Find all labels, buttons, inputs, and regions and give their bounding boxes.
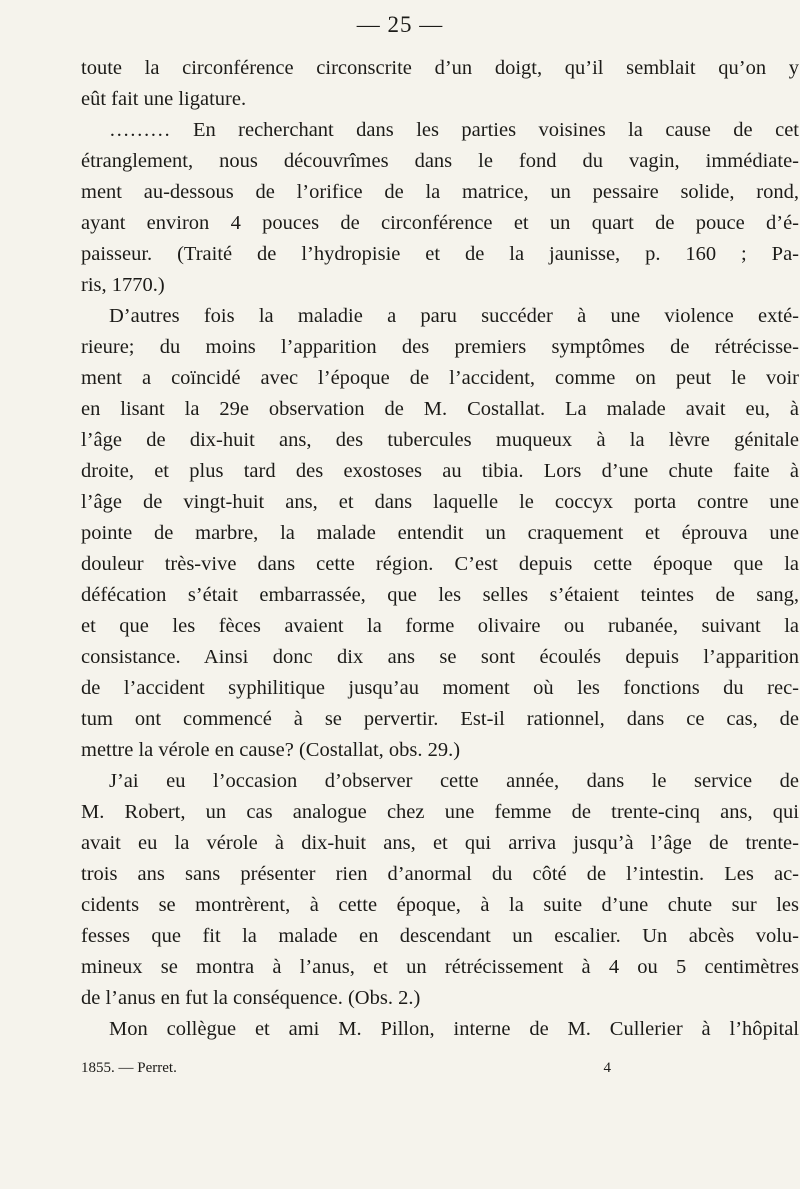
- body-text: [81, 53, 799, 1045]
- text-line: tum ont commencé à se pervertir. Est-il rationnel, dans ce cas, de: [81, 708, 799, 730]
- text-line: cidents se montrèrent, à cette époque, à la suite d’une chute sur les: [81, 894, 799, 916]
- text-line: J’ai eu l’occasion d’observer cette année, dans le service de: [109, 770, 799, 792]
- text-line: de l’accident syphilitique jusqu’au moment où les fonctions du rec-: [81, 677, 799, 699]
- text-line: ayant environ 4 pouces de circonférence et un quart de pouce d’é-: [81, 212, 799, 234]
- text-line: défécation s’était embarrassée, que les selles s’étaient teintes de sang,: [81, 584, 799, 606]
- text-line: et que les fèces avaient la forme olivaire ou rubanée, suivant la: [81, 615, 799, 637]
- text-line: toute la circonférence circonscrite d’un doigt, qu’il semblait qu’on y: [81, 57, 799, 79]
- text-line: paisseur. (Traité de l’hydropisie et de la jaunisse, p. 160 ; Pa-: [81, 243, 799, 265]
- text-line: Mon collègue et ami M. Pillon, interne de M. Cullerier à l’hôpital: [109, 1018, 799, 1040]
- text-line: avait eu la vérole à dix-huit ans, et qui arriva jusqu’à l’âge de trente-: [81, 832, 799, 854]
- text-line: M. Robert, un cas analogue chez une femme de trente-cinq ans, qui: [81, 801, 799, 823]
- text-line: pointe de marbre, la malade entendit un craquement et éprouva une: [81, 522, 799, 544]
- text-line: mineux se montra à l’anus, et un rétrécissement à 4 ou 5 centimètres: [81, 956, 799, 978]
- text-line: de l’anus en fut la conséquence. (Obs. 2.): [81, 987, 421, 1009]
- page-footer: [81, 1058, 611, 1078]
- text-line: droite, et plus tard des exostoses au tibia. Lors d’une chute faite à: [81, 460, 799, 482]
- text-line: ……… En recherchant dans les parties voisines la cause de cet: [109, 119, 799, 141]
- text-line: fesses que fit la malade en descendant un escalier. Un abcès volu-: [81, 925, 799, 947]
- text-line: en lisant la 29e observation de M. Costallat. La malade avait eu, à: [81, 398, 799, 420]
- text-line: rieure; du moins l’apparition des premiers symptômes de rétrécisse-: [81, 336, 799, 358]
- text-line: l’âge de vingt-huit ans, et dans laquelle le coccyx porta contre une: [81, 491, 799, 513]
- text-line: trois ans sans présenter rien d’anormal du côté de l’intestin. Les ac-: [81, 863, 799, 885]
- text-line: l’âge de dix-huit ans, des tubercules muqueux à la lèvre génitale: [81, 429, 799, 451]
- text-line: douleur très-vive dans cette région. C’est depuis cette époque que la: [81, 553, 799, 575]
- text-line: ris, 1770.): [81, 274, 165, 296]
- text-line: étranglement, nous découvrîmes dans le fond du vagin, immédiate-: [81, 150, 799, 172]
- footer-printer-mark: 1855. — Perret.: [81, 1060, 177, 1076]
- footer-signature-mark: 4: [603, 1060, 611, 1076]
- text-line: consistance. Ainsi donc dix ans se sont écoulés depuis l’apparition: [81, 646, 799, 668]
- text-line: eût fait une ligature.: [81, 88, 247, 110]
- page-number: — 25 —: [356, 12, 444, 37]
- text-line: mettre la vérole en cause? (Costallat, obs. 29.): [81, 739, 461, 761]
- text-line: D’autres fois la maladie a paru succéder à une violence exté-: [109, 305, 799, 327]
- text-line: ment au-dessous de l’orifice de la matrice, un pessaire solide, rond,: [81, 181, 799, 203]
- text-line: ment a coïncidé avec l’époque de l’accident, comme on peut le voir: [81, 367, 799, 389]
